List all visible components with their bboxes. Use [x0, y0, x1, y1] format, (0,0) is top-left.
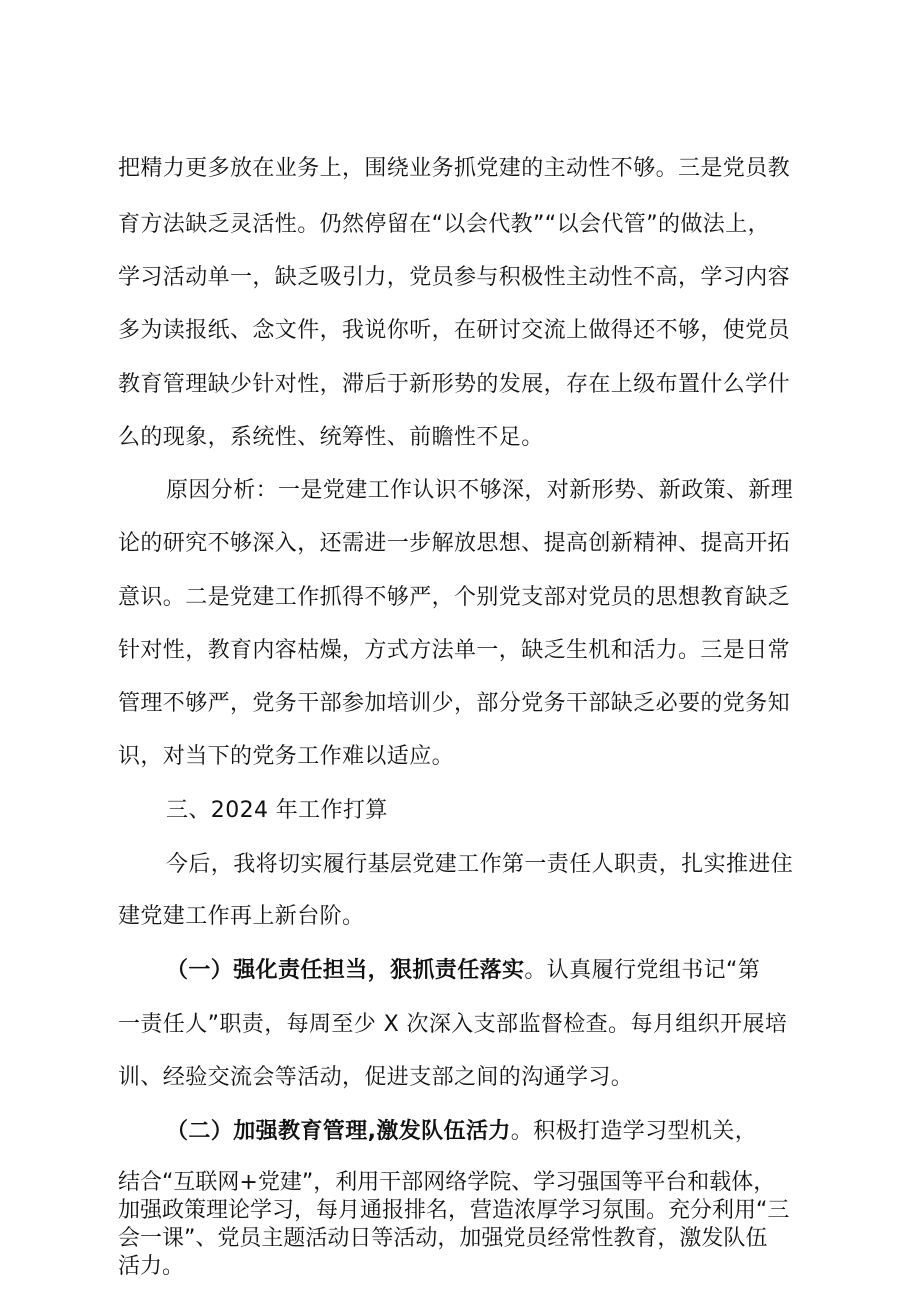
item-text: 。认真履行党组书记“第 — [524, 958, 761, 983]
paragraph-line: 原因分析：一是党建工作认识不够深，对新形势、新政策、新理 — [166, 478, 794, 503]
paragraph-line: 针对性，教育内容枯燥，方式方法单一，缺乏生机和活力。三是日常 — [118, 638, 791, 663]
paragraph-line: 加强政策理论学习，每月通报排名，营造浓厚学习氛围。充分利用“三 — [118, 1198, 790, 1223]
paragraph-line: 训、经验交流会等活动，促进支部之间的沟通学习。 — [118, 1065, 634, 1090]
paragraph-line: 识，对当下的党务工作难以适应。 — [118, 744, 455, 769]
paragraph-line: 学习活动单一，缺乏吸引力，党员参与积极性主动性不高，学习内容 — [118, 265, 791, 290]
paragraph-line: 把精力更多放在业务上，围绕业务抓党建的主动性不够。三是党员教 — [118, 156, 791, 181]
paragraph-line: 一责任人”职责，每周至少 X 次深入支部监督检查。每月组织开展培 — [118, 1012, 788, 1037]
item-title: （二）加强教育管理,激发队伍活力 — [166, 1119, 511, 1144]
paragraph-line: 意识。二是党建工作抓得不够严，个别党支部对党员的思想教育缺乏 — [118, 585, 791, 610]
paragraph-line: 结合“互联网+党建”，利用干部网络学院、学习强国等平台和载体， — [118, 1170, 776, 1195]
item-first-line — [166, 1118, 757, 1146]
paragraph-line: 多为读报纸、念文件，我说你听，在研讨交流上做得还不够，使党员 — [118, 318, 791, 343]
section-heading: 三、2024 年工作打算 — [166, 798, 388, 823]
item-first-line — [166, 957, 760, 985]
paragraph-line: 会一课”、党员主题活动日等活动，加强党员经常性教育，激发队伍 — [118, 1226, 768, 1251]
paragraph-line: 活力。 — [118, 1254, 185, 1279]
item-title: （一）强化责任担当，狠抓责任落实 — [166, 958, 525, 983]
paragraph-line: 么的现象，系统性、统筹性、前瞻性不足。 — [118, 425, 544, 450]
paragraph-line: 论的研究不够深入，还需进一步解放思想、提高创新精神、提高开拓 — [118, 531, 791, 556]
paragraph-line: 教育管理缺少针对性，滞后于新形势的发展，存在上级布置什么学什 — [118, 372, 791, 397]
paragraph-line: 育方法缺乏灵活性。仍然停留在“以会代教”“以会代管”的做法上， — [118, 212, 770, 237]
paragraph-line: 建党建工作再上新台阶。 — [118, 904, 365, 929]
item-text: 。积极打造学习型机关， — [510, 1119, 758, 1144]
paragraph-line: 今后，我将切实履行基层党建工作第一责任人职责，扎实推进住 — [166, 852, 794, 877]
paragraph-line: 管理不够严，党务干部参加培训少，部分党务干部缺乏必要的党务知 — [118, 691, 791, 716]
